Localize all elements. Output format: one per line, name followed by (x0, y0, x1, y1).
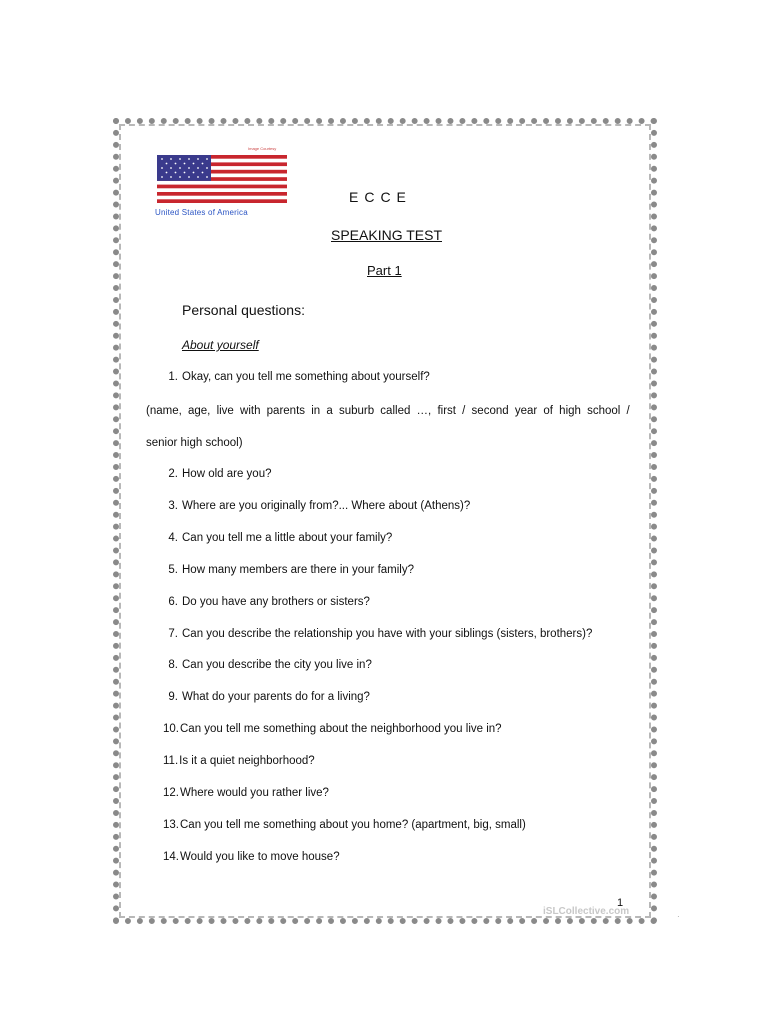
question-note-line: (name, age, live with parents in a suburb called …, first / second year of high school / (146, 405, 630, 417)
question-number: 13. (163, 819, 179, 831)
question-item (160, 371, 430, 383)
question-text: Would you like to move house? (180, 851, 340, 863)
exam-title: ECCE (349, 189, 412, 205)
question-number: 5. (168, 564, 178, 576)
section-heading: Personal questions: (182, 302, 305, 318)
question-item (163, 755, 315, 767)
question-item (160, 500, 470, 512)
question-text: Can you describe the relationship you have with your siblings (sisters, brothers)? (182, 628, 593, 640)
question-number: 6. (168, 596, 178, 608)
question-text: How old are you? (182, 468, 272, 480)
question-item (163, 787, 329, 799)
question-text: How many members are there in your family? (182, 564, 414, 576)
question-number: 14. (163, 851, 179, 863)
question-item (160, 532, 392, 544)
question-item (160, 564, 414, 576)
question-item (163, 851, 340, 863)
question-number: 8. (168, 659, 178, 671)
question-item (160, 628, 592, 640)
question-number: 7. (168, 628, 178, 640)
question-text: Can you describe the city you live in? (182, 659, 372, 671)
question-text: Where would you rather live? (180, 787, 329, 799)
question-number: 10. (163, 723, 179, 735)
question-item (160, 659, 372, 671)
question-number: 12. (163, 787, 179, 799)
question-item (163, 723, 502, 735)
question-item (160, 596, 370, 608)
question-item (163, 819, 526, 831)
question-number: 4. (168, 532, 178, 544)
question-number: 11. (163, 755, 179, 767)
question-item (160, 691, 370, 703)
part-title: Part 1 (367, 263, 402, 278)
question-text: Can you tell me something about you home? (apartment, big, small) (180, 819, 526, 831)
question-item (160, 468, 272, 480)
site-watermark: iSLCollective.com (543, 906, 630, 917)
question-text: Okay, can you tell me something about yourself? (182, 371, 430, 383)
question-text: What do your parents do for a living? (182, 691, 370, 703)
question-number: 9. (168, 691, 178, 703)
question-text: Where are you originally from?... Where about (Athens)? (182, 500, 471, 512)
question-text: Do you have any brothers or sisters? (182, 596, 370, 608)
question-number: 2. (168, 468, 178, 480)
question-number: 1. (168, 371, 178, 383)
question-number: 3. (168, 500, 178, 512)
question-note-line: senior high school) (146, 437, 243, 449)
section-subheading: About yourself (182, 338, 259, 352)
page-number: 1 (617, 897, 624, 909)
test-title: SPEAKING TEST (331, 227, 442, 243)
flag-watermark: Image Courtesy (248, 146, 277, 151)
us-flag-icon (157, 155, 287, 203)
stray-dot: · (677, 912, 680, 921)
question-text: Can you tell me something about the neighborhood you live in? (180, 723, 502, 735)
flag-caption: United States of America (155, 208, 248, 217)
question-text: Can you tell me a little about your family? (182, 532, 393, 544)
question-text: Is it a quiet neighborhood? (179, 755, 315, 767)
